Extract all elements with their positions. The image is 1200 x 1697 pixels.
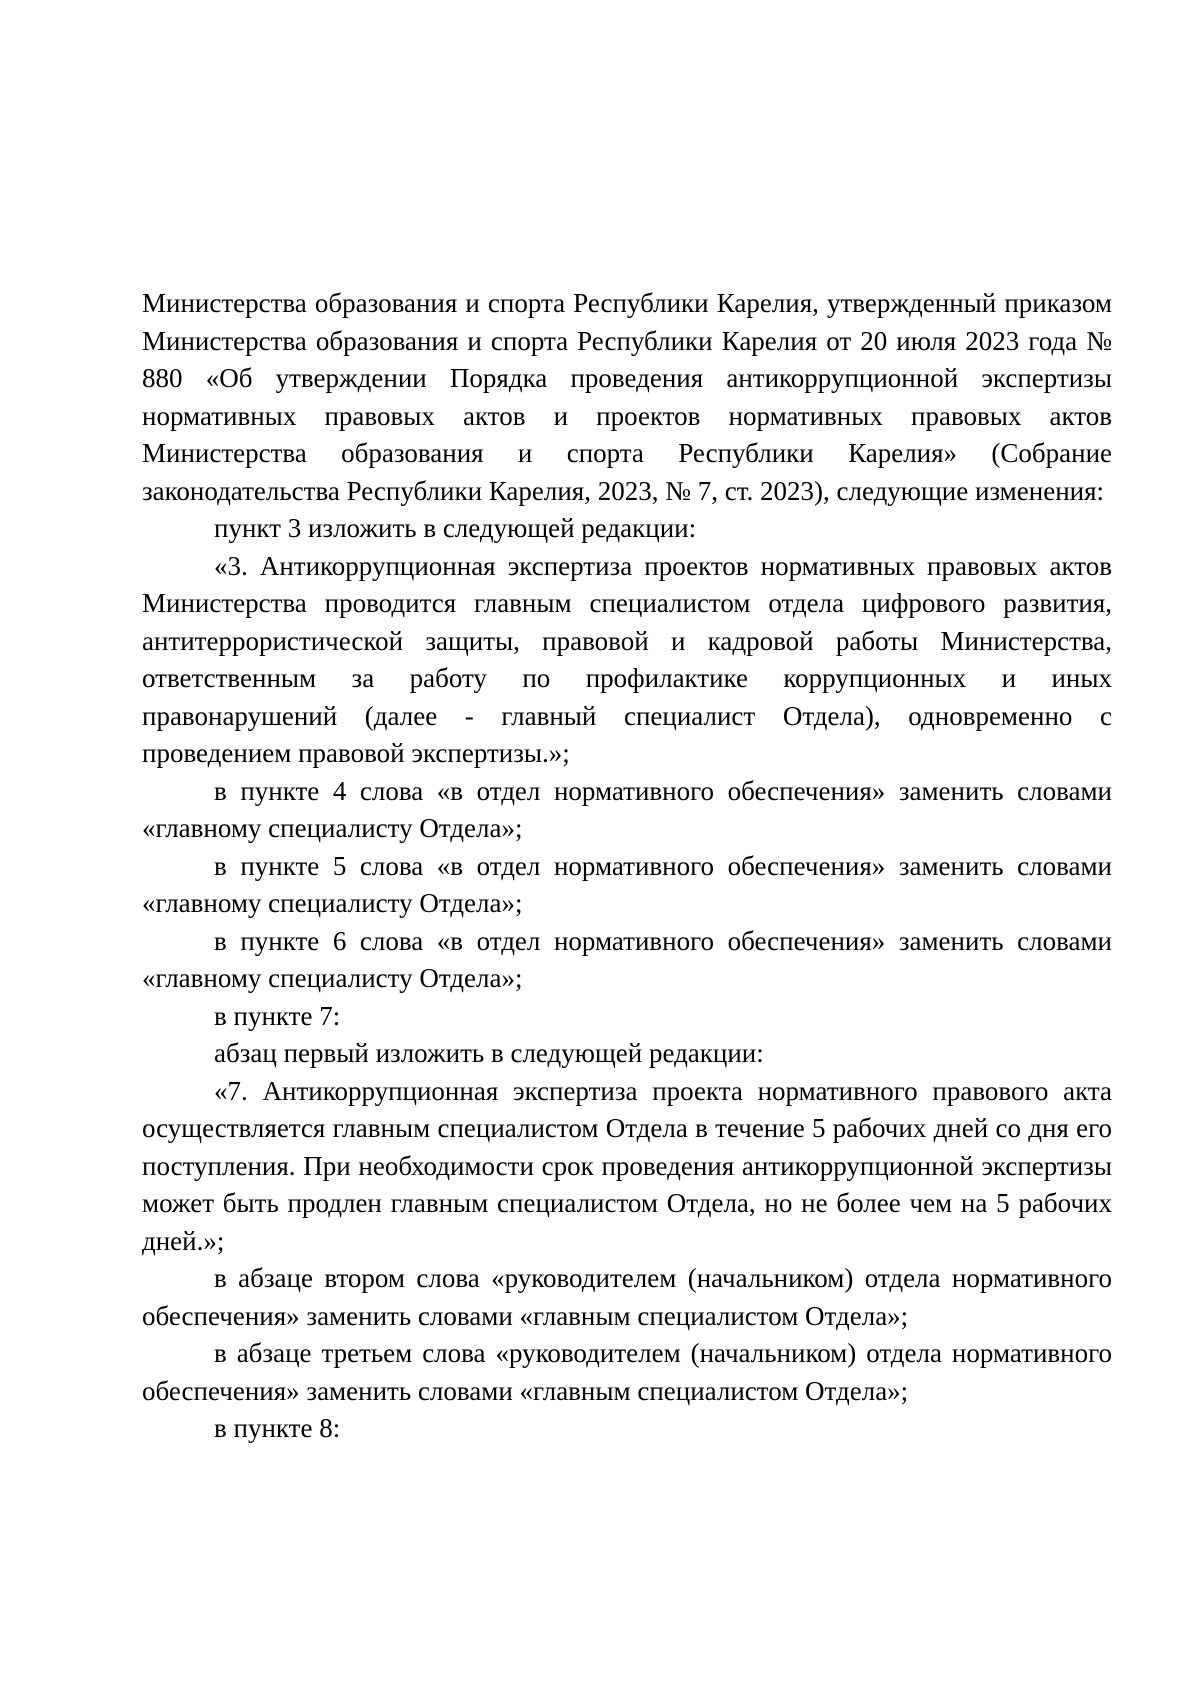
paragraph-item-5: в пункте 5 слова «в отдел нормативного обеспечения» заменить словами «главному специалисту Отдела»; [142,850,1112,918]
paragraph-item-7-first-abzac: абзац первый изложить в следующей редакции: [214,1038,764,1068]
paragraph-item-6: в пункте 6 слова «в отдел нормативного обеспечения» заменить словами «главному специалисту Отдела»; [142,925,1112,993]
paragraph-item-7-third-abzac: в абзаце третьем слова «руководителем (начальником) отдела нормативного обеспечения» заменить словами «главным специалистом Отдела»; [142,1338,1112,1406]
paragraph-item-3-intro: пункт 3 изложить в следующей редакции: [214,513,697,543]
document-body [142,285,1112,1448]
paragraph-item-8-intro: в пункте 8: [214,1413,341,1443]
paragraph-item-7-text: «7. Антикоррупционная экспертиза проекта нормативного правового акта осуществляется главным специалистом Отдела в течение 5 рабочих дней со дня его поступления. При необходимости срок проведения антикоррупционной экспертизы может быть продлен главным специалистом Отдела, но не более чем на 5 рабочих дней.»; [142,1075,1112,1256]
paragraph-item-4: в пункте 4 слова «в отдел нормативного обеспечения» заменить словами «главному специалисту Отдела»; [142,775,1112,843]
paragraph-item-3-text: «3. Антикоррупционная экспертиза проектов нормативных правовых актов Министерства проводится главным специалистом отдела цифрового развития, антитеррористической защиты, правовой и кадровой работы Министерства, ответственным за работу по профилактике коррупционных и иных правонарушений (далее - главный специалист Отдела), одновременно с проведением правовой экспертизы.»; [142,550,1112,768]
paragraph-item-7-second-abzac: в абзаце втором слова «руководителем (начальником) отдела нормативного обеспечения» заменить словами «главным специалистом Отдела»; [142,1263,1112,1331]
paragraph-item-7-intro: в пункте 7: [214,1000,341,1031]
paragraph-preamble: Министерства образования и спорта Республики Карелия, утвержденный приказом Министерства образования и спорта Республики Карелия от 20 июля 2023 года № 880 «Об утверждении Порядка проведения антикоррупционной экспертизы нормативных правовых актов и проектов нормативных правовых актов Министерства образования и спорта Республики Карелия» (Собрание законодательства Республики Карелия, 2023, № 7, ст. 2023), следующие изменения: [142,288,1112,506]
